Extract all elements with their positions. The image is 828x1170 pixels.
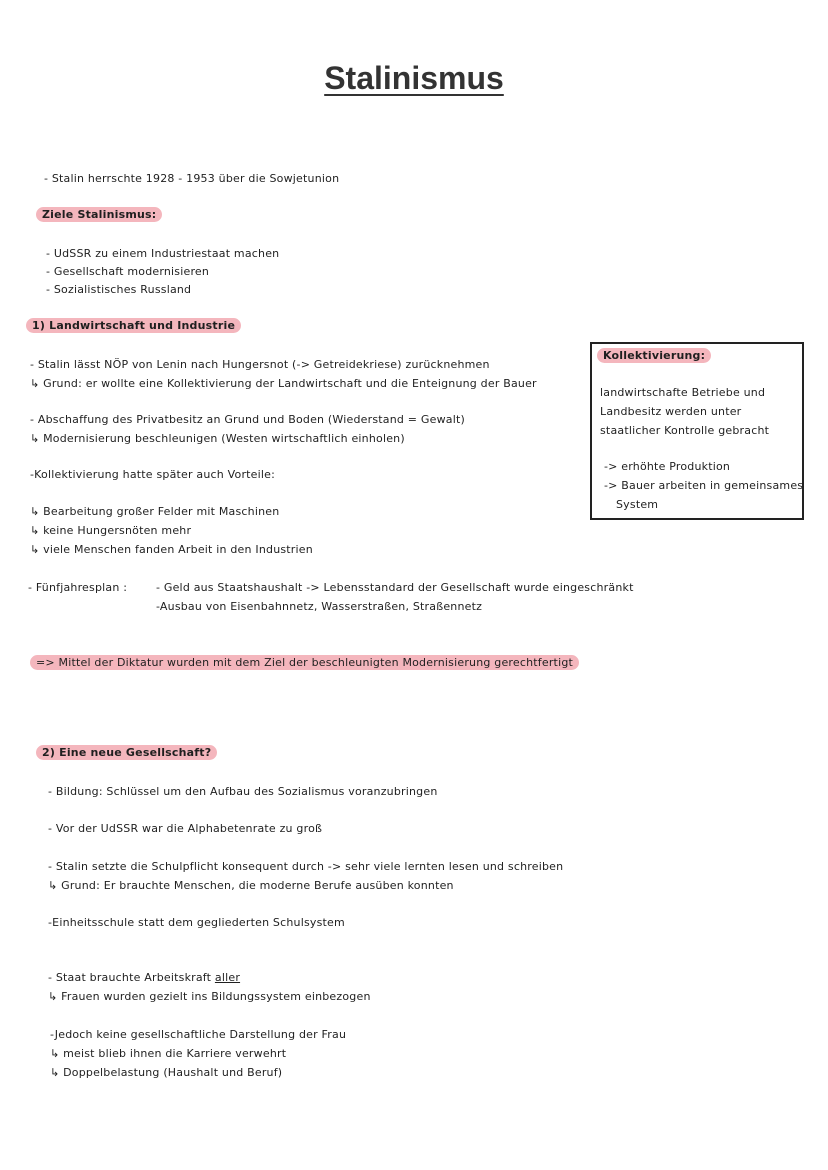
- box-line: Landbesitz werden unter: [600, 405, 742, 418]
- section1-line: -Kollektivierung hatte später auch Vorteile:: [30, 468, 276, 481]
- box-line: -> erhöhte Produktion: [604, 460, 731, 473]
- section2-line: -Einheitsschule statt dem gegliederten Schulsystem: [48, 916, 345, 929]
- section2-line: ↳ Grund: Er brauchte Menschen, die moderne Berufe ausüben konnten: [48, 879, 454, 892]
- section1-heading-text: 1) Landwirtschaft und Industrie: [26, 318, 241, 333]
- intro-line: - Stalin herrschte 1928 - 1953 über die Sowjetunion: [44, 172, 340, 185]
- box-line: System: [616, 498, 659, 511]
- labor-line: [48, 971, 240, 984]
- section2-line: ↳ Doppelbelastung (Haushalt und Beruf): [50, 1066, 283, 1079]
- box-line: landwirtschafte Betriebe und: [600, 386, 766, 399]
- section2-line: ↳ meist blieb ihnen die Karriere verwehrt: [50, 1047, 287, 1060]
- labor-line-text: - Staat brauchte Arbeitskraft: [48, 971, 212, 984]
- box-line: staatlicher Kontrolle gebracht: [600, 424, 770, 437]
- section2-line: - Bildung: Schlüssel um den Aufbau des Sozialismus voranzubringen: [48, 785, 438, 798]
- section2-heading-text: 2) Eine neue Gesellschaft?: [36, 745, 217, 760]
- goals-heading: [36, 208, 162, 221]
- box-heading-text: Kollektivierung:: [597, 348, 711, 363]
- section2-heading: [36, 746, 217, 759]
- section1-line: ↳ Bearbeitung großer Felder mit Maschinen: [30, 505, 280, 518]
- section1-line: ↳ Modernisierung beschleunigen (Westen wirtschaftlich einholen): [30, 432, 405, 445]
- five-year-plan-label: - Fünfjahresplan :: [28, 581, 128, 594]
- section2-line: ↳ Frauen wurden gezielt ins Bildungssystem einbezogen: [48, 990, 371, 1003]
- section2-line: -Jedoch keine gesellschaftliche Darstellung der Frau: [50, 1028, 347, 1041]
- goal-item: - Sozialistisches Russland: [46, 283, 192, 296]
- box-heading: [597, 349, 711, 362]
- goals-heading-text: Ziele Stalinismus:: [36, 207, 162, 222]
- page-title: Stalinismus: [324, 60, 504, 96]
- labor-line-underlined: aller: [214, 971, 241, 984]
- five-year-plan-item: -Ausbau von Eisenbahnnetz, Wasserstraßen, Straßennetz: [156, 600, 483, 613]
- section2-line: - Vor der UdSSR war die Alphabetenrate zu groß: [48, 822, 323, 835]
- section1-line: - Abschaffung des Privatbesitz an Grund und Boden (Wiederstand = Gewalt): [30, 413, 465, 426]
- section1-line: ↳ viele Menschen fanden Arbeit in den Industrien: [30, 543, 313, 556]
- section1-line: ↳ keine Hungersnöten mehr: [30, 524, 192, 537]
- section1-conclusion: [30, 656, 579, 669]
- goal-item: - UdSSR zu einem Industriestaat machen: [46, 247, 280, 260]
- goal-item: - Gesellschaft modernisieren: [46, 265, 210, 278]
- section1-line: - Stalin lässt NÖP von Lenin nach Hungersnot (-> Getreidekriese) zurücknehmen: [30, 358, 490, 371]
- five-year-plan-item: - Geld aus Staatshaushalt -> Lebensstandard der Gesellschaft wurde eingeschränkt: [156, 581, 634, 594]
- section1-heading: [26, 319, 241, 332]
- collectivization-box: [590, 342, 804, 520]
- section1-line: ↳ Grund: er wollte eine Kollektivierung der Landwirtschaft und die Enteignung der Bauer: [30, 377, 537, 390]
- section2-line: - Stalin setzte die Schulpflicht konsequent durch -> sehr viele lernten lesen und schreiben: [48, 860, 564, 873]
- box-line: -> Bauer arbeiten in gemeinsames: [604, 479, 804, 492]
- section1-conclusion-text: => Mittel der Diktatur wurden mit dem Ziel der beschleunigten Modernisierung gerechtfertigt: [30, 655, 579, 670]
